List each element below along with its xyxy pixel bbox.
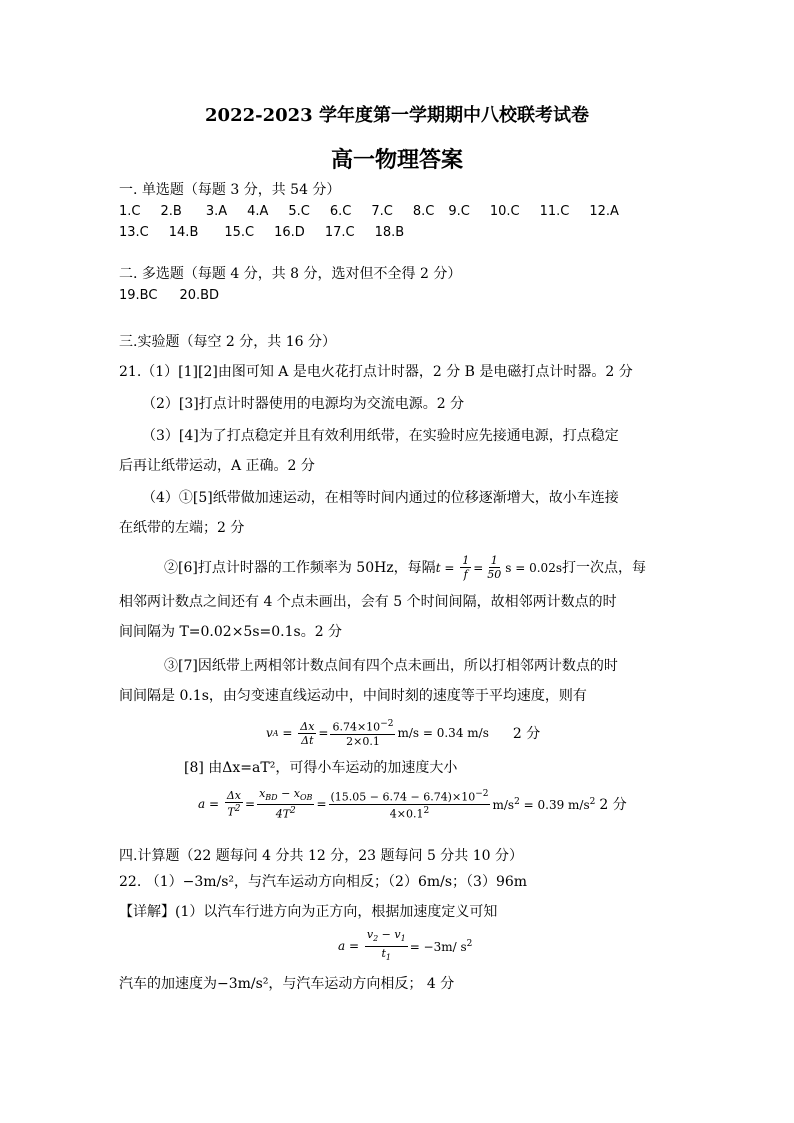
q21-part4-line2: 在纸带的左端；2 分: [119, 520, 245, 536]
answer-item: 8.C: [412, 204, 435, 219]
section1-answers-row2: [119, 223, 424, 243]
answer-item: 6.C: [329, 204, 352, 219]
q21-part4-line4: 相邻两计数点之间还有 4 个点未画出，会有 5 个时间间隔，故相邻两计数点的时: [119, 594, 617, 610]
exam-title: 2022-2023 学年度第一学期期中八校联考试卷: [205, 105, 589, 126]
q21-part4-line7: 间间隔是 0.1s，由匀变速直线运动中，中间时刻的速度等于平均速度，则有: [119, 688, 587, 704]
q21-part4-line6: ③[7]因纸带上两相邻计数点间有四个点未画出，所以打相邻两计数点的时: [164, 658, 618, 674]
answer-item: 2.B: [160, 204, 182, 219]
q21-part1: 21.（1）[1][2]由图可知 A 是电火花打点计时器，2 分 B 是电磁打点计时器。2 分: [119, 364, 633, 380]
q21-part2: （2）[3]打点计时器使用的电源均为交流电源。2 分: [142, 396, 465, 412]
velocity-score: 2 分: [512, 726, 541, 742]
answer-item: 16.D: [274, 225, 305, 240]
q21-part4-line3-post: 打一次点，每: [561, 559, 646, 576]
section3-heading: 三.实验题（每空 2 分，共 16 分）: [119, 334, 336, 350]
section1-answers-row1: [119, 202, 639, 222]
section1-heading: 一. 单选题（每题 3 分，共 54 分）: [119, 182, 341, 198]
answer-item: 7.C: [371, 204, 393, 219]
q22-result: 汽车的加速度为−3m/s²，与汽车运动方向相反； 4 分: [119, 976, 455, 992]
answer-item: 3.A: [205, 204, 228, 219]
acceleration-score: 2 分: [599, 797, 627, 813]
acceleration-equation: a = $\frac{\Delta x}{T^2}$ = $\frac{x_{BD} - x_{OB}}{4T^2}$ = $\frac{(15.05 - 6.74 - 6.74)\times 10^{-2}}{4\times 0.1^2}$ $m/s^2 = 0.39$ $m/s^2$ 2 分: [198, 787, 627, 821]
answer-item: 10.C: [489, 204, 520, 219]
answer-item: 14.B: [168, 225, 199, 240]
answer-item: 18.B: [374, 225, 405, 240]
answer-item: 15.C: [224, 225, 255, 240]
answer-item: 20.BD: [179, 288, 220, 303]
answer-item: 19.BC: [119, 288, 158, 303]
period-formula: t = $\frac{1}{f}$ = $\frac{1}{50}$ s = 0.02s: [435, 554, 562, 581]
q21-part4-line3-pre: ②[6]打点计时器的工作频率为 50Hz，每隔: [164, 559, 436, 576]
answer-item: 17.C: [324, 225, 355, 240]
section2-heading: 二. 多选题（每题 4 分，共 8 分，选对但不全得 2 分）: [119, 266, 462, 282]
answer-item: 11.C: [539, 204, 570, 219]
velocity-equation: v A = $\frac{\Delta x}{\Delta t}$ = $\frac{6.74\times 10^{-2}}{2\times 0.1}$ m/s = 0.34 m/s 2 分: [266, 719, 541, 748]
answer-subtitle: 高一物理答案: [330, 147, 463, 173]
answer-item: 5.C: [288, 204, 310, 219]
q21-part4-line3: [164, 554, 646, 581]
q22-detail: 【详解】(1）以汽车行进方向为正方向，根据加速度定义可知: [119, 904, 498, 920]
answer-item: 4.A: [247, 204, 269, 219]
q21-part3-line2: 后再让纸带运动，A 正确。2 分: [119, 458, 315, 474]
answer-item: 12.A: [589, 204, 619, 219]
answer-item: 13.C: [119, 225, 149, 240]
q22-answer: 22. （1）−3m/s²，与汽车运动方向相反；（2）6m/s；（3）96m: [119, 874, 528, 890]
q21-part3-line1: （3）[4]为了打点稳定并且有效利用纸带，在实验时应先接通电源，打点稳定: [142, 428, 619, 444]
answer-item: 9.C: [448, 204, 470, 219]
section2-answers: [119, 286, 239, 306]
q21-part4-line8: [8] 由Δx=aT²，可得小车运动的加速度大小: [184, 760, 458, 776]
answer-item: 1.C: [119, 204, 141, 219]
q21-part4-line1: （4）①[5]纸带做加速运动，在相等时间内通过的位移逐渐增大，故小车连接: [142, 490, 619, 506]
q21-part4-line5: 间间隔为 T=0.02×5s=0.1s。2 分: [119, 624, 343, 640]
section4-heading: 四.计算题（22 题每问 4 分共 12 分，23 题每问 5 分共 10 分）: [119, 848, 524, 864]
q22-acceleration-equation: a = $\frac{v_2 - v_1}{t_1}$ = −3m/ $s^2$: [338, 928, 473, 962]
